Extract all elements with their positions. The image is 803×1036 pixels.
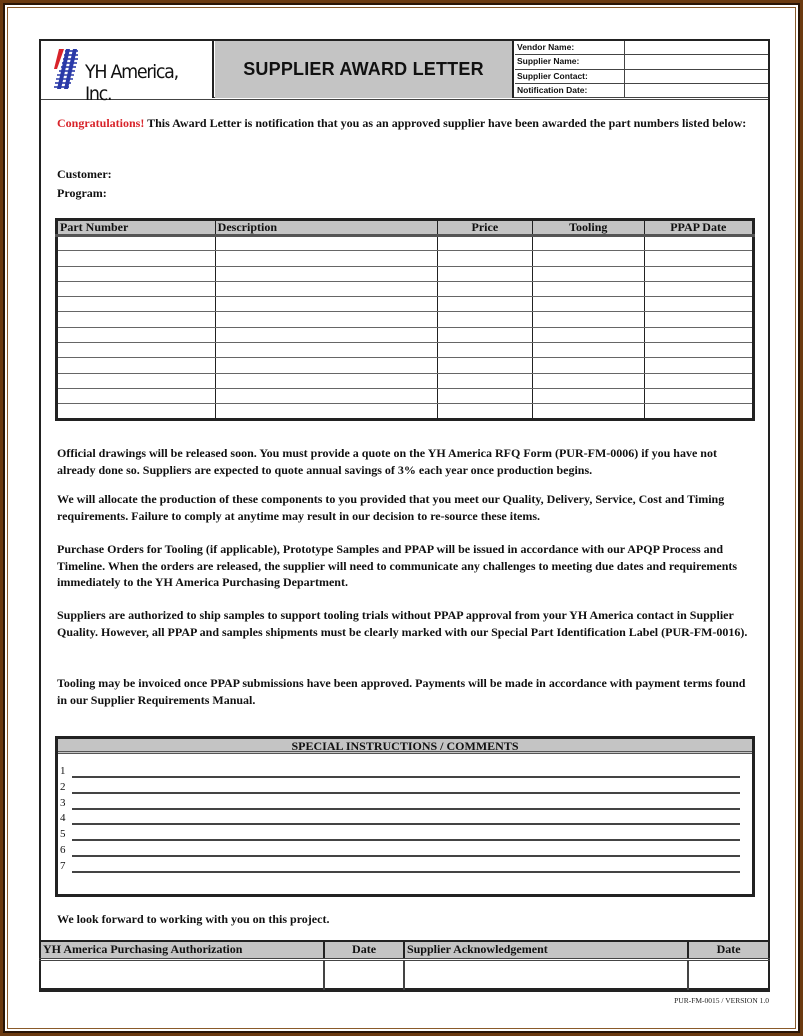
table-row [57,388,754,403]
notification-date-label: Notification Date: [515,84,625,98]
price-cell[interactable] [437,236,532,251]
price-cell[interactable] [437,312,532,327]
description-cell[interactable] [215,297,437,312]
parts-table [55,218,755,421]
signature-table [39,940,770,990]
col-supplier-date: Date [688,941,769,959]
comment-line-rule[interactable] [72,792,740,794]
table-row [57,404,754,419]
description-cell[interactable] [215,404,437,419]
table-row [57,266,754,281]
part-number-cell[interactable] [57,297,216,312]
tooling-cell[interactable] [533,327,644,342]
paragraph-allocation: We will allocate the production of these components to you provided that you meet our Quality, Delivery, Service, Cost and Timing requirements. Failure to comply at anytime may result in our decision to re-source these items. [57,492,725,523]
description-cell[interactable] [215,327,437,342]
description-cell[interactable] [215,373,437,388]
comment-line[interactable] [58,812,748,828]
title-cell [215,41,514,98]
table-row [57,358,754,373]
special-instructions-heading: SPECIAL INSTRUCTIONS / COMMENTS [58,739,752,754]
part-number-cell[interactable] [57,266,216,281]
ppap-date-cell[interactable] [644,404,754,419]
closing-text: We look forward to working with you on this project. [57,912,330,926]
description-cell[interactable] [215,358,437,373]
description-cell[interactable] [215,236,437,251]
supplier-contact-label: Supplier Contact: [515,70,625,83]
ppap-date-cell[interactable] [644,388,754,403]
vendor-name-label: Vendor Name: [515,41,625,54]
comment-line-rule[interactable] [72,823,740,825]
comment-line-number: 2 [60,780,66,793]
comment-line-number: 7 [60,859,66,872]
vendor-meta-table [515,41,768,98]
col-purchasing-date: Date [324,941,404,959]
col-price: Price [437,220,532,236]
tooling-cell[interactable] [533,266,644,281]
table-row [57,312,754,327]
comment-line[interactable] [58,860,748,876]
ppap-date-cell[interactable] [644,358,754,373]
special-instructions-box [55,736,755,897]
ppap-date-cell[interactable] [644,327,754,342]
comment-line[interactable] [58,765,748,781]
part-number-cell[interactable] [57,281,216,296]
comment-line-rule[interactable] [72,855,740,857]
tooling-cell[interactable] [533,404,644,419]
award-letter-form [39,39,770,992]
meta-row-supplier-contact [515,70,768,84]
table-row [57,236,754,251]
tooling-cell[interactable] [533,388,644,403]
comment-line-number: 3 [60,796,66,809]
part-number-cell[interactable] [57,251,216,266]
ppap-date-cell[interactable] [644,236,754,251]
form-header [41,41,768,105]
comment-line[interactable] [58,797,748,813]
intro-paragraph [57,115,757,131]
part-number-cell[interactable] [57,358,216,373]
description-cell[interactable] [215,281,437,296]
paragraph-drawings: Official drawings will be released soon. You must provide a quote on the YH America RFQ Form (PUR-FM-0006) if you have not already done so. Suppliers are expected to quote annual savings of 3% each year once production begins. [57,446,717,477]
supplier-contact-field[interactable] [625,70,768,83]
price-cell[interactable] [437,343,532,358]
comment-line[interactable] [58,844,748,860]
tooling-cell[interactable] [533,343,644,358]
part-number-cell[interactable] [57,327,216,342]
description-cell[interactable] [215,251,437,266]
price-cell[interactable] [437,266,532,281]
col-purchasing-authorization: YH America Purchasing Authorization [40,941,324,959]
comment-line-number: 6 [60,844,66,856]
intro-text: This Award Letter is notification that you as an approved supplier have been awarded the part numbers listed below: [144,116,747,130]
tooling-cell[interactable] [533,373,644,388]
meta-row-notification-date [515,84,768,98]
table-row [57,373,754,388]
tooling-cell[interactable] [533,297,644,312]
paragraph-samples: Suppliers are authorized to ship samples to support tooling trials without PPAP approval from your YH America contact in Supplier Quality. However, all PPAP and samples shipments must be clearly marked with our Special Part Identification Label (PUR-FM-0016). [57,608,748,639]
supplier-name-field[interactable] [625,55,768,68]
col-ppap-date: PPAP Date [644,220,754,236]
comment-line-rule[interactable] [72,871,740,873]
comment-line-number: 4 [60,812,66,825]
part-number-cell[interactable] [57,388,216,403]
customer-label: Customer: [57,167,112,181]
tooling-cell[interactable] [533,358,644,373]
ppap-date-cell[interactable] [644,266,754,281]
table-row [57,251,754,266]
form-version: PUR-FM-0015 / VERSION 1.0 [674,996,769,1005]
supplier-name-label: Supplier Name: [515,55,625,68]
meta-row-supplier-name [515,55,768,69]
price-cell[interactable] [437,373,532,388]
parts-table-header [57,220,754,236]
description-cell[interactable] [215,312,437,327]
ppap-date-cell[interactable] [644,312,754,327]
price-cell[interactable] [437,404,532,419]
price-cell[interactable] [437,388,532,403]
part-number-cell[interactable] [57,404,216,419]
company-name: YH America, Inc. [85,61,178,105]
tooling-cell[interactable] [533,251,644,266]
price-cell[interactable] [437,297,532,312]
col-tooling: Tooling [533,220,644,236]
comment-line-number: 5 [60,828,66,841]
meta-row-vendor-name [515,41,768,55]
ppap-date-cell[interactable] [644,297,754,312]
price-cell[interactable] [437,281,532,296]
signature-row [40,959,769,989]
ppap-date-cell[interactable] [644,373,754,388]
supplier-signature-field[interactable] [404,959,688,989]
tooling-cell[interactable] [533,236,644,251]
purchasing-date-field[interactable] [324,959,404,989]
table-row [57,281,754,296]
ppap-date-cell[interactable] [644,251,754,266]
comment-line[interactable] [58,828,748,844]
part-number-cell[interactable] [57,312,216,327]
table-row [57,327,754,342]
tooling-cell[interactable] [533,312,644,327]
comment-line[interactable] [58,781,748,797]
price-cell[interactable] [437,251,532,266]
price-cell[interactable] [437,327,532,342]
description-cell[interactable] [215,388,437,403]
ppap-date-cell[interactable] [644,281,754,296]
notification-date-field[interactable] [625,84,768,98]
vendor-name-field[interactable] [625,41,768,54]
comment-line-rule[interactable] [72,808,740,810]
part-number-cell[interactable] [57,343,216,358]
paragraph-purchase-orders: Purchase Orders for Tooling (if applicable), Prototype Samples and PPAP will be issued in accordance with our APQP Process and Timeline. When the orders are released, the supplier will need to communicate any challenges to meeting due dates and requirements immediately to the YH America Purchasing Department. [57,542,738,589]
col-part-number: Part Number [57,220,216,236]
congratulations-text: Congratulations! [57,116,145,130]
ppap-date-cell[interactable] [644,343,754,358]
table-row [57,343,754,358]
description-cell[interactable] [215,266,437,281]
price-cell[interactable] [437,358,532,373]
page-title: SUPPLIER AWARD LETTER [243,59,484,79]
program-label: Program: [57,186,107,200]
supplier-date-field[interactable] [688,959,769,989]
part-number-cell[interactable] [57,236,216,251]
company-logo [41,41,214,105]
tooling-cell[interactable] [533,281,644,296]
part-number-cell[interactable] [57,373,216,388]
purchasing-signature-field[interactable] [40,959,324,989]
paragraph-tooling-invoice: Tooling may be invoiced once PPAP submissions have been approved. Payments will be made in accordance with payment terms found in our Supplier Requirements Manual. [57,676,746,707]
comment-line-number: 1 [60,765,66,777]
col-supplier-acknowledgement: Supplier Acknowledgement [404,941,688,959]
comment-line-rule[interactable] [72,776,740,778]
description-cell[interactable] [215,343,437,358]
col-description: Description [215,220,437,236]
table-row [57,297,754,312]
yh-logo-icon [51,47,79,91]
comment-line-rule[interactable] [72,839,740,841]
signature-header-row [40,941,769,959]
